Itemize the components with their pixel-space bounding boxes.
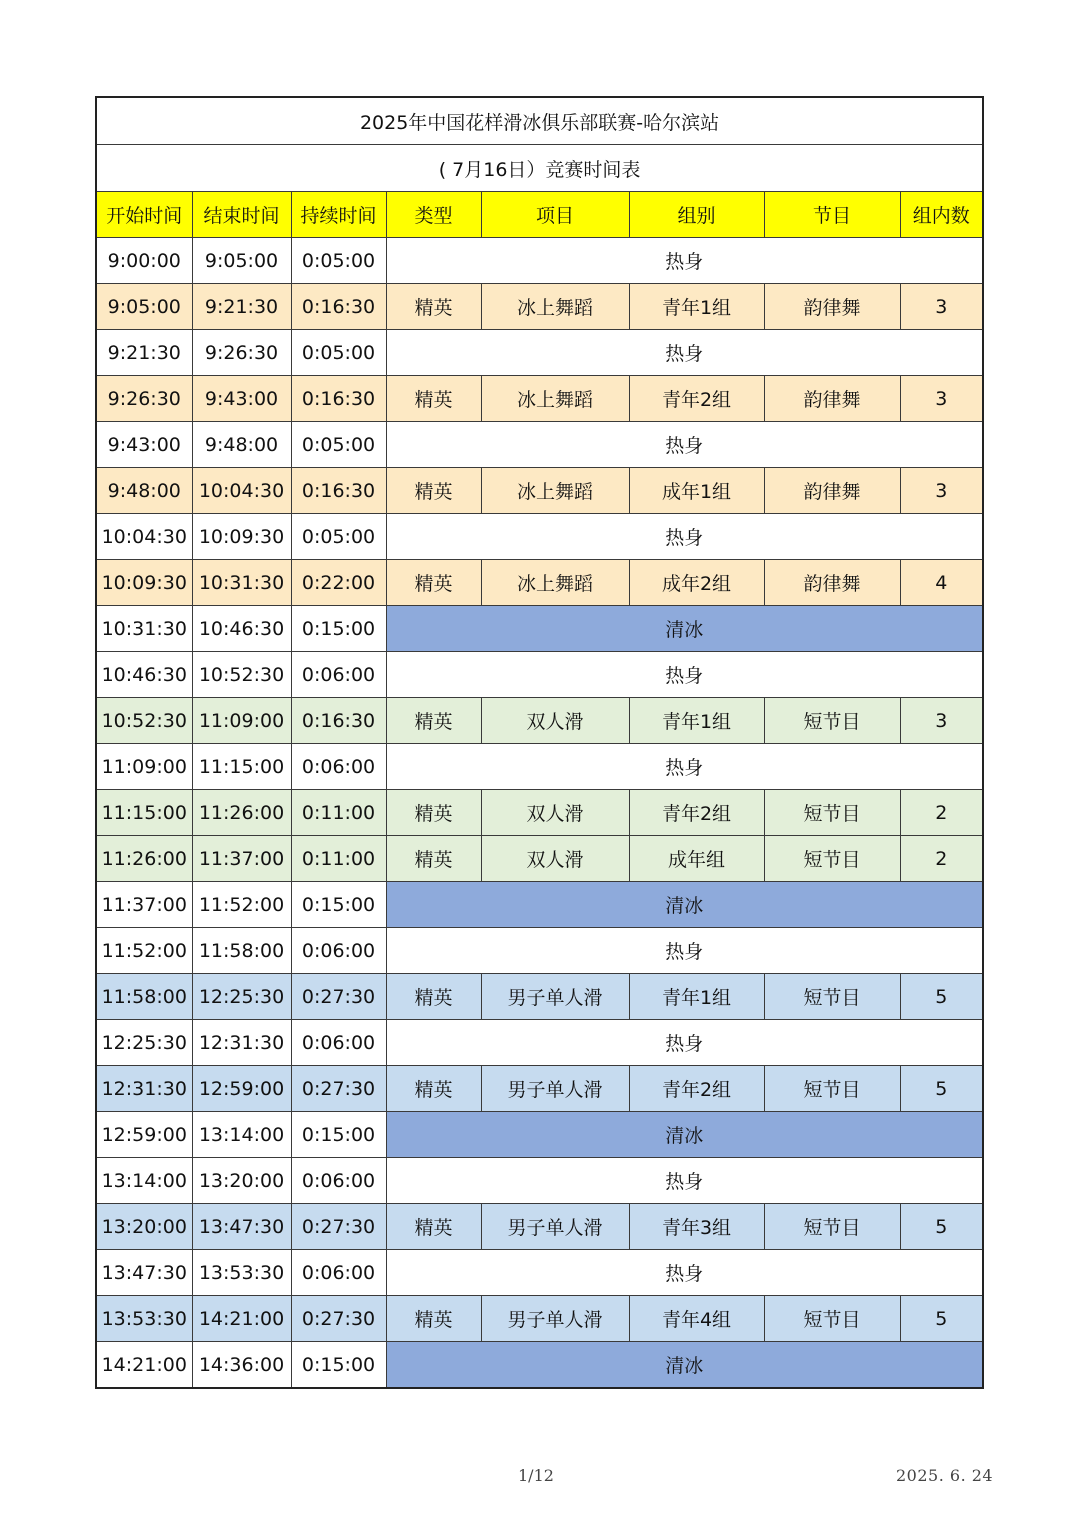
group-cell: 成年组 (629, 836, 764, 882)
start-time-cell: 11:09:00 (96, 744, 192, 790)
end-time-cell: 10:46:30 (192, 606, 291, 652)
duration-cell: 0:06:00 (291, 652, 386, 698)
warmup-cell: 热身 (386, 744, 983, 790)
schedule-row (96, 1204, 983, 1250)
start-time-cell: 11:15:00 (96, 790, 192, 836)
group-cell: 青年2组 (629, 376, 764, 422)
group-cell: 成年2组 (629, 560, 764, 606)
duration-cell: 0:27:30 (291, 1066, 386, 1112)
start-time-cell: 11:26:00 (96, 836, 192, 882)
document-subtitle: ( 7月16日）竞赛时间表 (96, 145, 983, 192)
group-count-cell: 2 (900, 836, 983, 882)
segment-cell: 短节目 (764, 1066, 900, 1112)
warmup-cell: 热身 (386, 1250, 983, 1296)
end-time-cell: 9:43:00 (192, 376, 291, 422)
segment-cell: 短节目 (764, 974, 900, 1020)
event-cell: 冰上舞蹈 (481, 284, 629, 330)
start-time-cell: 12:59:00 (96, 1112, 192, 1158)
warmup-cell: 热身 (386, 652, 983, 698)
end-time-cell: 11:09:00 (192, 698, 291, 744)
type-cell: 精英 (386, 560, 481, 606)
duration-cell: 0:05:00 (291, 514, 386, 560)
start-time-cell: 13:14:00 (96, 1158, 192, 1204)
schedule-row (96, 836, 983, 882)
segment-cell: 韵律舞 (764, 468, 900, 514)
group-cell: 青年2组 (629, 1066, 764, 1112)
event-cell: 男子单人滑 (481, 1066, 629, 1112)
segment-cell: 短节目 (764, 1296, 900, 1342)
group-cell: 青年1组 (629, 284, 764, 330)
event-cell: 男子单人滑 (481, 974, 629, 1020)
schedule-row (96, 238, 983, 284)
duration-cell: 0:15:00 (291, 1112, 386, 1158)
event-cell: 冰上舞蹈 (481, 560, 629, 606)
duration-cell: 0:15:00 (291, 1342, 386, 1389)
end-time-cell: 9:48:00 (192, 422, 291, 468)
end-time-cell: 11:37:00 (192, 836, 291, 882)
start-time-cell: 11:52:00 (96, 928, 192, 974)
start-time-cell: 13:47:30 (96, 1250, 192, 1296)
start-time-cell: 9:00:00 (96, 238, 192, 284)
duration-cell: 0:16:30 (291, 698, 386, 744)
end-time-cell: 14:36:00 (192, 1342, 291, 1389)
event-cell: 冰上舞蹈 (481, 376, 629, 422)
end-time-cell: 11:52:00 (192, 882, 291, 928)
schedule-row (96, 882, 983, 928)
start-time-cell: 9:43:00 (96, 422, 192, 468)
schedule-row (96, 652, 983, 698)
type-cell: 精英 (386, 974, 481, 1020)
group-cell: 青年4组 (629, 1296, 764, 1342)
group-count-cell: 3 (900, 284, 983, 330)
end-time-cell: 13:14:00 (192, 1112, 291, 1158)
header-segment: 节目 (764, 192, 900, 238)
header-type: 类型 (386, 192, 481, 238)
schedule-row (96, 1250, 983, 1296)
duration-cell: 0:15:00 (291, 882, 386, 928)
group-cell: 青年1组 (629, 698, 764, 744)
schedule-row (96, 744, 983, 790)
schedule-row (96, 468, 983, 514)
page-number: 1/12 (518, 1466, 554, 1485)
type-cell: 精英 (386, 790, 481, 836)
header-row (96, 192, 983, 238)
group-cell: 青年1组 (629, 974, 764, 1020)
header-group-count: 组内数 (900, 192, 983, 238)
duration-cell: 0:06:00 (291, 1020, 386, 1066)
end-time-cell: 10:31:30 (192, 560, 291, 606)
duration-cell: 0:11:00 (291, 790, 386, 836)
schedule-row (96, 514, 983, 560)
end-time-cell: 9:21:30 (192, 284, 291, 330)
start-time-cell: 10:04:30 (96, 514, 192, 560)
group-count-cell: 5 (900, 1204, 983, 1250)
group-cell: 青年3组 (629, 1204, 764, 1250)
segment-cell: 短节目 (764, 698, 900, 744)
duration-cell: 0:16:30 (291, 376, 386, 422)
event-cell: 双人滑 (481, 836, 629, 882)
start-time-cell: 12:25:30 (96, 1020, 192, 1066)
group-count-cell: 5 (900, 1066, 983, 1112)
document-title: 2025年中国花样滑冰俱乐部联赛-哈尔滨站 (96, 97, 983, 145)
start-time-cell: 10:46:30 (96, 652, 192, 698)
warmup-cell: 热身 (386, 514, 983, 560)
duration-cell: 0:06:00 (291, 1250, 386, 1296)
duration-cell: 0:06:00 (291, 744, 386, 790)
duration-cell: 0:05:00 (291, 330, 386, 376)
group-cell: 青年2组 (629, 790, 764, 836)
event-cell: 男子单人滑 (481, 1204, 629, 1250)
schedule-row (96, 790, 983, 836)
end-time-cell: 11:26:00 (192, 790, 291, 836)
schedule-row (96, 1296, 983, 1342)
group-cell: 成年1组 (629, 468, 764, 514)
warmup-cell: 热身 (386, 238, 983, 284)
duration-cell: 0:27:30 (291, 1204, 386, 1250)
schedule-row (96, 1342, 983, 1389)
duration-cell: 0:06:00 (291, 1158, 386, 1204)
type-cell: 精英 (386, 1296, 481, 1342)
duration-cell: 0:27:30 (291, 974, 386, 1020)
schedule-row (96, 928, 983, 974)
type-cell: 精英 (386, 376, 481, 422)
schedule-row (96, 606, 983, 652)
end-time-cell: 11:15:00 (192, 744, 291, 790)
group-count-cell: 4 (900, 560, 983, 606)
segment-cell: 短节目 (764, 836, 900, 882)
end-time-cell: 13:53:30 (192, 1250, 291, 1296)
end-time-cell: 10:04:30 (192, 468, 291, 514)
schedule-row (96, 698, 983, 744)
start-time-cell: 12:31:30 (96, 1066, 192, 1112)
duration-cell: 0:16:30 (291, 468, 386, 514)
ice-resurface-cell: 清冰 (386, 882, 983, 928)
schedule-row (96, 1158, 983, 1204)
start-time-cell: 10:31:30 (96, 606, 192, 652)
ice-resurface-cell: 清冰 (386, 1112, 983, 1158)
start-time-cell: 11:37:00 (96, 882, 192, 928)
schedule-row (96, 376, 983, 422)
end-time-cell: 13:20:00 (192, 1158, 291, 1204)
ice-resurface-cell: 清冰 (386, 606, 983, 652)
segment-cell: 韵律舞 (764, 376, 900, 422)
end-time-cell: 12:59:00 (192, 1066, 291, 1112)
group-count-cell: 3 (900, 468, 983, 514)
warmup-cell: 热身 (386, 422, 983, 468)
group-count-cell: 2 (900, 790, 983, 836)
start-time-cell: 9:48:00 (96, 468, 192, 514)
end-time-cell: 10:52:30 (192, 652, 291, 698)
duration-cell: 0:16:30 (291, 284, 386, 330)
type-cell: 精英 (386, 836, 481, 882)
segment-cell: 韵律舞 (764, 560, 900, 606)
duration-cell: 0:15:00 (291, 606, 386, 652)
duration-cell: 0:22:00 (291, 560, 386, 606)
start-time-cell: 13:20:00 (96, 1204, 192, 1250)
duration-cell: 0:06:00 (291, 928, 386, 974)
warmup-cell: 热身 (386, 928, 983, 974)
end-time-cell: 10:09:30 (192, 514, 291, 560)
warmup-cell: 热身 (386, 1020, 983, 1066)
schedule-row (96, 974, 983, 1020)
start-time-cell: 9:21:30 (96, 330, 192, 376)
start-time-cell: 9:05:00 (96, 284, 192, 330)
start-time-cell: 10:09:30 (96, 560, 192, 606)
event-cell: 冰上舞蹈 (481, 468, 629, 514)
end-time-cell: 12:25:30 (192, 974, 291, 1020)
start-time-cell: 11:58:00 (96, 974, 192, 1020)
duration-cell: 0:27:30 (291, 1296, 386, 1342)
header-event: 项目 (481, 192, 629, 238)
segment-cell: 韵律舞 (764, 284, 900, 330)
type-cell: 精英 (386, 1204, 481, 1250)
schedule-row (96, 1112, 983, 1158)
start-time-cell: 10:52:30 (96, 698, 192, 744)
schedule-row (96, 1066, 983, 1112)
start-time-cell: 13:53:30 (96, 1296, 192, 1342)
header-group: 组别 (629, 192, 764, 238)
schedule-row (96, 284, 983, 330)
group-count-cell: 5 (900, 974, 983, 1020)
event-cell: 双人滑 (481, 790, 629, 836)
type-cell: 精英 (386, 468, 481, 514)
event-cell: 男子单人滑 (481, 1296, 629, 1342)
header-start-time: 开始时间 (96, 192, 192, 238)
end-time-cell: 11:58:00 (192, 928, 291, 974)
end-time-cell: 12:31:30 (192, 1020, 291, 1066)
type-cell: 精英 (386, 698, 481, 744)
group-count-cell: 3 (900, 376, 983, 422)
end-time-cell: 13:47:30 (192, 1204, 291, 1250)
header-end-time: 结束时间 (192, 192, 291, 238)
duration-cell: 0:05:00 (291, 422, 386, 468)
schedule-row (96, 422, 983, 468)
segment-cell: 短节目 (764, 790, 900, 836)
schedule-row (96, 330, 983, 376)
schedule-row (96, 1020, 983, 1066)
group-count-cell: 5 (900, 1296, 983, 1342)
schedule-table (95, 96, 984, 1389)
duration-cell: 0:11:00 (291, 836, 386, 882)
header-duration: 持续时间 (291, 192, 386, 238)
warmup-cell: 热身 (386, 330, 983, 376)
duration-cell: 0:05:00 (291, 238, 386, 284)
end-time-cell: 9:26:30 (192, 330, 291, 376)
schedule-row (96, 560, 983, 606)
ice-resurface-cell: 清冰 (386, 1342, 983, 1389)
start-time-cell: 14:21:00 (96, 1342, 192, 1389)
group-count-cell: 3 (900, 698, 983, 744)
warmup-cell: 热身 (386, 1158, 983, 1204)
type-cell: 精英 (386, 284, 481, 330)
segment-cell: 短节目 (764, 1204, 900, 1250)
start-time-cell: 9:26:30 (96, 376, 192, 422)
end-time-cell: 14:21:00 (192, 1296, 291, 1342)
footer-date: 2025. 6. 24 (896, 1466, 994, 1485)
end-time-cell: 9:05:00 (192, 238, 291, 284)
type-cell: 精英 (386, 1066, 481, 1112)
event-cell: 双人滑 (481, 698, 629, 744)
